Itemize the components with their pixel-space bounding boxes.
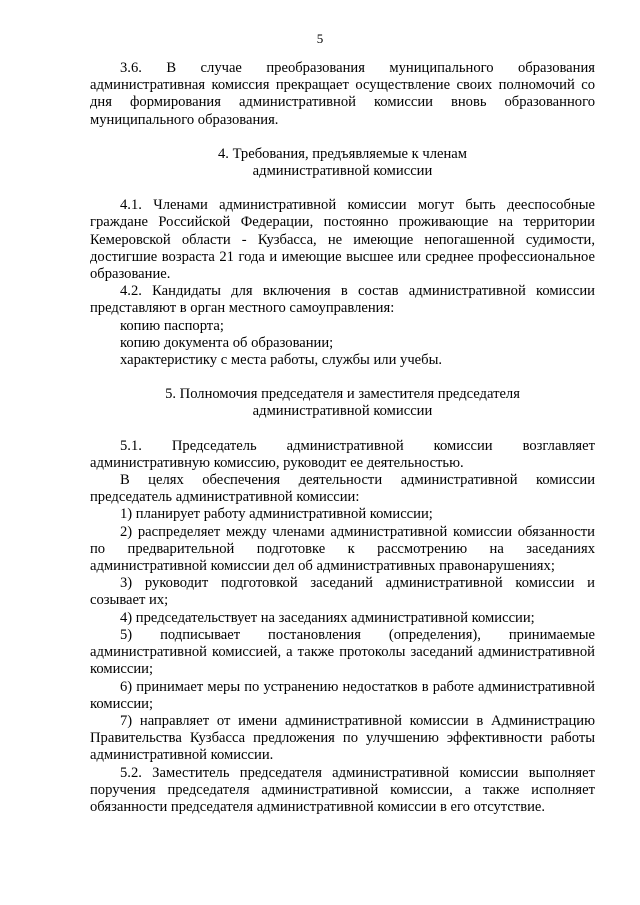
section-5-heading-line-1: 5. Полномочия председателя и заместителя председателя bbox=[165, 386, 520, 403]
list-item: характеристику с места работы, службы или учебы. bbox=[120, 352, 443, 369]
duty-item: 2) распределяет между членами административной комиссии обязанности по предварительной подготовке к рассмотрению на заседаниях административной комиссии дел об административных правонарушениях; bbox=[90, 523, 595, 575]
paragraph-5-1-intro: В целях обеспечения деятельности административной комиссии председатель административной комиссии: bbox=[90, 472, 595, 506]
duty-item: 6) принимает меры по устранению недостатков в работе административной комиссии; bbox=[90, 678, 595, 712]
duty-item: 1) планирует работу административной комиссии; bbox=[120, 506, 433, 523]
list-item: копию документа об образовании; bbox=[120, 334, 334, 351]
page-number: 5 bbox=[316, 31, 324, 46]
paragraph-4-2: 4.2. Кандидаты для включения в состав административной комиссии представляют в орган местного самоуправления: bbox=[90, 283, 595, 317]
section-4-heading-line-2: административной комиссии bbox=[252, 163, 433, 180]
paragraph-5-2: 5.2. Заместитель председателя административной комиссии выполняет поручения председателя административной комиссии, а также исполняет обязанности председателя административной комиссии в его отсутствие. bbox=[90, 764, 595, 815]
document-body bbox=[90, 60, 595, 816]
paragraph-4-1: 4.1. Членами административной комиссии могут быть дееспособные граждане Российской Федерации, постоянно проживающие на территории Кемеровской области - Кузбасса, не имеющие непогашенной судимости, достигшие возраста 21 года и имеющие высшее или среднее профессиональное образование. bbox=[90, 197, 595, 283]
list-item: копию паспорта; bbox=[120, 317, 224, 334]
section-4-heading-line-1: 4. Требования, предъявляемые к членам bbox=[217, 145, 468, 162]
section-5-heading-line-2: административной комиссии bbox=[252, 403, 433, 420]
paragraph-5-1: 5.1. Председатель административной комиссии возглавляет административную комиссию, руководит ее деятельностью. bbox=[90, 437, 595, 471]
paragraph-3-6: 3.6. В случае преобразования муниципального образования административная комиссия прекращает осуществление своих полномочий со дня формирования административной комиссии вновь образованного муниципального образования. bbox=[90, 60, 595, 128]
duty-item: 4) председательствует на заседаниях административной комиссии; bbox=[120, 609, 535, 626]
duty-item: 5) подписывает постановления (определения), принимаемые административной комиссией, а также протоколы заседаний административной комиссии; bbox=[90, 626, 595, 678]
duty-item: 7) направляет от имени административной комиссии в Администрацию Правительства Кузбасса предложения по улучшению эффективности работы административной комиссии. bbox=[90, 712, 595, 764]
duty-item: 3) руководит подготовкой заседаний административной комиссии и созывает их; bbox=[90, 575, 595, 609]
